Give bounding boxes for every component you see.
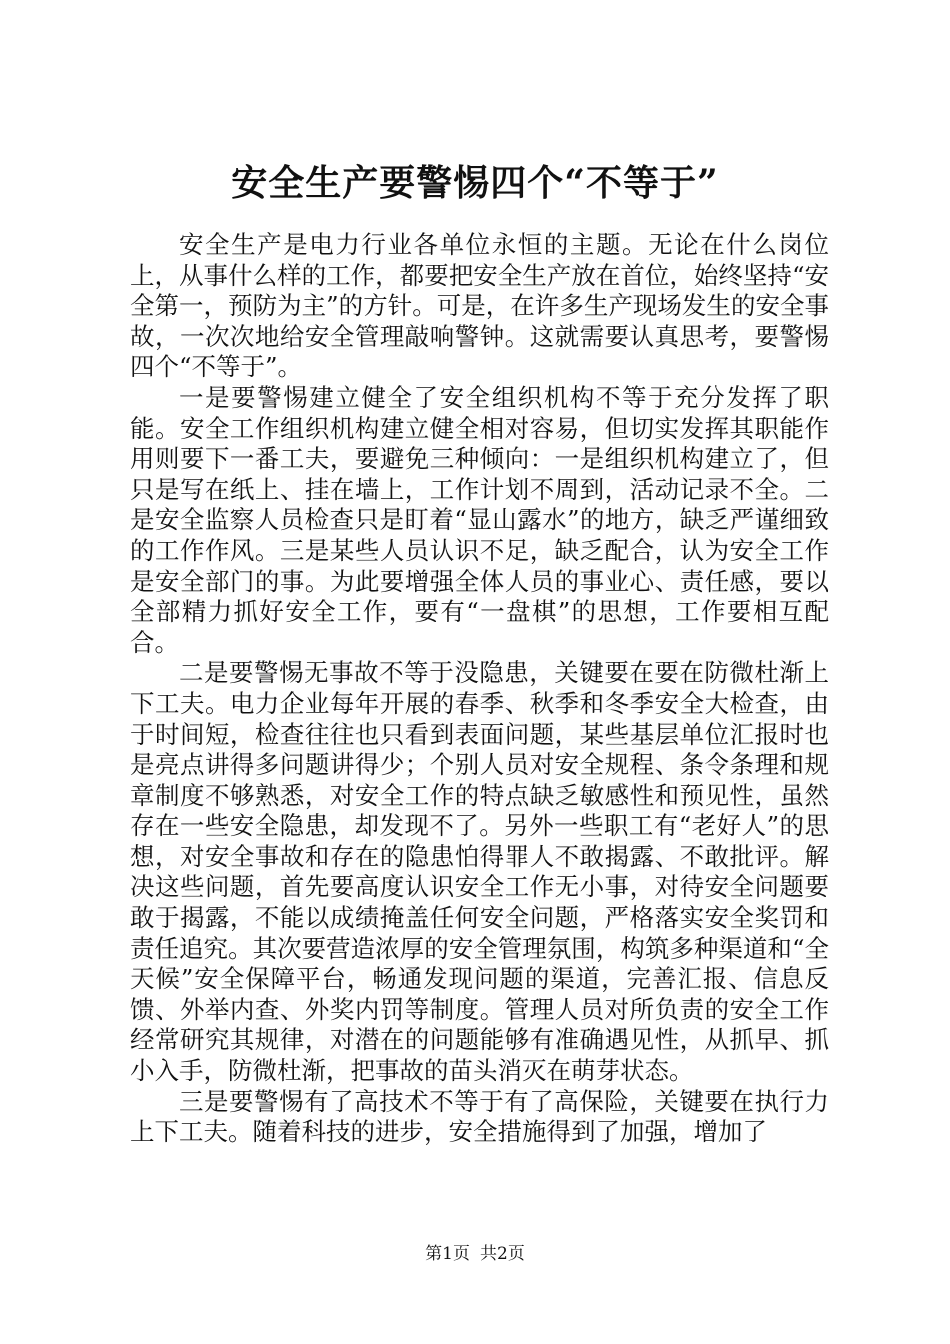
document-title: 安全生产要警惕四个“不等于”: [231, 162, 719, 204]
paragraph-point-two: 二是要警惕无事故不等于没隐患，关键要在要在防微杜渐上下工夫。电力企业每年开展的春季、秋季和冬季安全大检查，由于时间短，检查往往也只看到表面问题，某些基层单位汇报时也是亮点讲得多问题讲得少；个别人员对安全规程、条令条理和规章制度不够熟悉，对安全工作的特点缺乏敏感性和预见性，虽然存在一些安全隐患，却发现不了。另外一些职工有“老好人”的思想，对安全事故和存在的隐患怕得罪人不敢揭露、不敢批评。解决这些问题，首先要高度认识安全工作无小事，对待安全问题要敢于揭露，不能以成绩掩盖任何安全问题，严格落实安全奖罚和责任追究。其次要营造浓厚的安全管理氛围，构筑多种渠道和“全天候”安全保障平台，畅通发现问题的渠道，完善汇报、信息反馈、外举内查、外奖内罚等制度。管理人员对所负责的安全工作经常研究其规律，对潜在的问题能够有准确遇见性，从抓早、抓小入手，防微杜渐，把事故的苗头消灭在萌芽状态。: [130, 658, 829, 1086]
page-number-total: 共2页: [480, 1244, 525, 1264]
paragraph-intro: 安全生产是电力行业各单位永恒的主题。无论在什么岗位上，从事什么样的工作，都要把安全生产放在首位，始终坚持“安全第一，预防为主”的方针。可是，在许多生产现场发生的安全事故，一次次地给安全管理敲响警钟。这就需要认真思考，要警惕四个“不等于”。: [130, 230, 829, 382]
document-body: [130, 230, 829, 1148]
paragraph-point-one: 一是要警惕建立健全了安全组织机构不等于充分发挥了职能。安全工作组织机构建立健全相对容易，但切实发挥其职能作用则要下一番工夫，要避免三种倾向：一是组织机构建立了，但只是写在纸上、挂在墙上，工作计划不周到，活动记录不全。二是安全监察人员检查只是盯着“显山露水”的地方，缺乏严谨细致的工作作风。三是某些人员认识不足，缺乏配合，认为安全工作是安全部门的事。为此要增强全体人员的事业心、责任感，要以全部精力抓好安全工作，要有“一盘棋”的思想，工作要相互配合。: [130, 382, 829, 657]
page-footer: [0, 1242, 950, 1266]
paragraph-point-three: 三是要警惕有了高技术不等于有了高保险，关键要在执行力上下工夫。随着科技的进步，安全措施得到了加强，增加了: [130, 1086, 829, 1147]
page-number-current: 第1页: [425, 1244, 470, 1264]
